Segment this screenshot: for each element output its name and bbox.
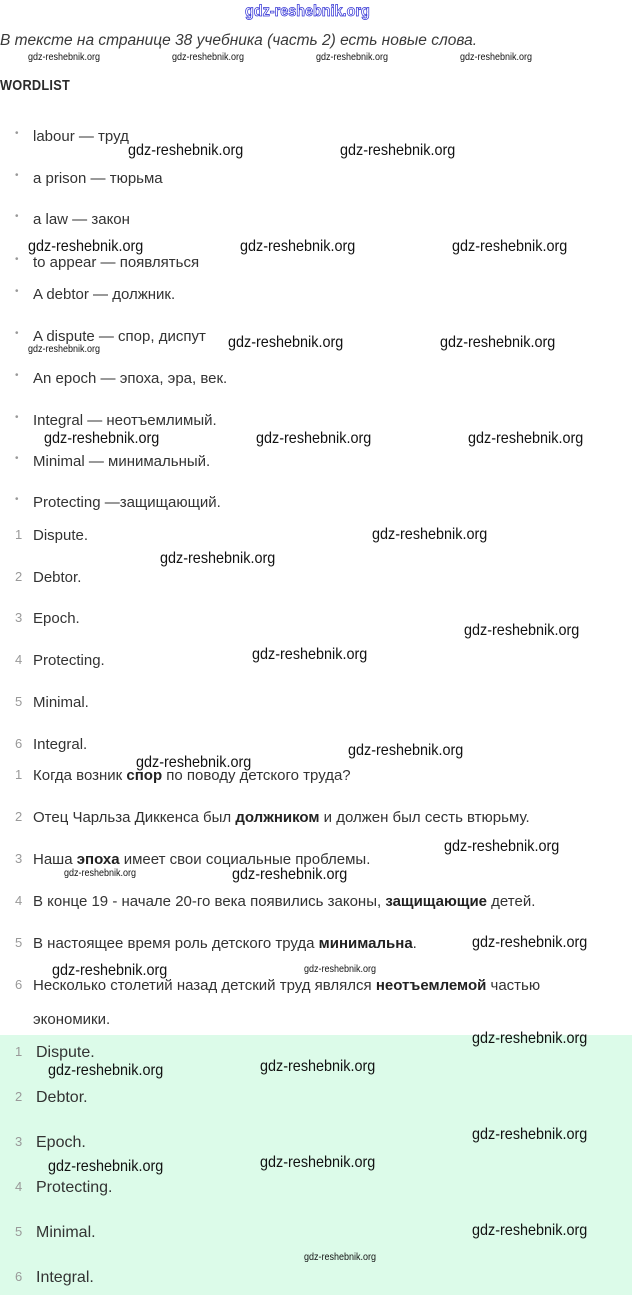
sentence-keyword: неотъемлемой bbox=[375, 977, 487, 994]
sentence-pre: Отец Чарльза Диккенса был bbox=[33, 809, 236, 826]
sentence-post: частью bbox=[486, 977, 541, 994]
wordlist-item-text: A dispute — спор, диспут bbox=[33, 328, 206, 345]
watermark-small: gdz-reshebnik.org bbox=[172, 52, 245, 63]
watermark: gdz-reshebnik.org bbox=[444, 838, 560, 855]
bullet-icon: • bbox=[15, 453, 19, 464]
watermark: gdz-reshebnik.org bbox=[452, 238, 568, 255]
bullet-icon: • bbox=[15, 412, 19, 423]
watermark: gdz-reshebnik.org bbox=[260, 1154, 376, 1171]
watermark: gdz-reshebnik.org bbox=[472, 1126, 588, 1143]
sentence-text bbox=[33, 935, 417, 952]
answer-text: Protecting. bbox=[36, 1179, 113, 1196]
watermark-small: gdz-reshebnik.org bbox=[28, 52, 101, 63]
item-number: 4 bbox=[15, 652, 23, 667]
watermark: gdz-reshebnik.org bbox=[48, 1158, 164, 1175]
item-number: 6 bbox=[15, 736, 23, 751]
sentence-keyword: минимальна bbox=[318, 935, 413, 952]
watermark: gdz-reshebnik.org bbox=[260, 1058, 376, 1075]
sentence-keyword: должником bbox=[235, 809, 320, 826]
answer-text: Debtor. bbox=[36, 1089, 88, 1106]
watermark-small: gdz-reshebnik.org bbox=[304, 1252, 377, 1263]
item-number: 2 bbox=[15, 1089, 23, 1104]
watermark: gdz-reshebnik.org bbox=[468, 430, 584, 447]
answer-text: Integral. bbox=[33, 736, 88, 753]
bullet-icon: • bbox=[15, 328, 19, 339]
wordlist-item-text: Protecting —защищающий. bbox=[33, 494, 221, 511]
bullet-icon: • bbox=[15, 254, 19, 265]
bullet-icon: • bbox=[15, 494, 19, 505]
watermark: gdz-reshebnik.org bbox=[128, 142, 244, 159]
watermark: gdz-reshebnik.org bbox=[256, 430, 372, 447]
wordlist-item-text: a prison — тюрьма bbox=[33, 170, 163, 187]
item-number: 3 bbox=[15, 610, 23, 625]
bullet-icon: • bbox=[15, 211, 19, 222]
bullet-icon: • bbox=[15, 370, 19, 381]
intro-text: В тексте на странице 38 учебника (часть 2) есть новые слова. bbox=[0, 32, 478, 49]
item-number: 5 bbox=[15, 935, 23, 950]
item-number: 6 bbox=[15, 977, 23, 992]
watermark: gdz-reshebnik.org bbox=[464, 622, 580, 639]
watermark: gdz-reshebnik.org bbox=[472, 1030, 588, 1047]
wordlist-item-text: labour — труд bbox=[33, 128, 129, 145]
answer-text: Protecting. bbox=[33, 652, 105, 669]
answer-text: Dispute. bbox=[33, 527, 89, 544]
bullet-icon: • bbox=[15, 128, 19, 139]
watermark: gdz-reshebnik.org bbox=[472, 934, 588, 951]
answer-text: Debtor. bbox=[33, 569, 82, 586]
watermark: gdz-reshebnik.org bbox=[44, 430, 160, 447]
wordlist-heading: WORDLIST bbox=[0, 77, 71, 94]
watermark: gdz-reshebnik.org bbox=[240, 238, 356, 255]
watermark: gdz-reshebnik.org bbox=[28, 238, 144, 255]
item-number: 5 bbox=[15, 1224, 23, 1239]
wordlist-item-text: Integral — неотъемлимый. bbox=[33, 412, 217, 429]
watermark-small: gdz-reshebnik.org bbox=[304, 964, 377, 975]
item-number: 6 bbox=[15, 1269, 23, 1284]
item-number: 2 bbox=[15, 809, 23, 824]
sentence-pre: Наша bbox=[33, 851, 77, 868]
watermark-logo: gdz-reshebnik.org bbox=[245, 3, 370, 20]
watermark: gdz-reshebnik.org bbox=[160, 550, 276, 567]
watermark: gdz-reshebnik.org bbox=[48, 1062, 164, 1079]
item-number: 3 bbox=[15, 851, 23, 866]
sentence-post: . bbox=[412, 935, 417, 952]
sentence-keyword: эпоха bbox=[76, 851, 120, 868]
item-number: 1 bbox=[15, 767, 23, 782]
answer-text: Minimal. bbox=[33, 694, 89, 711]
watermark: gdz-reshebnik.org bbox=[440, 334, 556, 351]
watermark: gdz-reshebnik.org bbox=[372, 526, 488, 543]
watermark-small: gdz-reshebnik.org bbox=[460, 52, 533, 63]
wordlist-item-text: An epoch — эпоха, эра, век. bbox=[33, 370, 228, 387]
sentence-keyword: спор bbox=[126, 767, 163, 784]
item-number: 5 bbox=[15, 694, 23, 709]
answer-text: Dispute. bbox=[36, 1044, 95, 1061]
watermark: gdz-reshebnik.org bbox=[348, 742, 464, 759]
wordlist-item-text: to appear — появляться bbox=[33, 254, 200, 271]
sentence-text bbox=[33, 893, 535, 910]
answer-text: Epoch. bbox=[36, 1134, 86, 1151]
sentence-text bbox=[33, 809, 530, 826]
item-number: 3 bbox=[15, 1134, 23, 1149]
answer-text: Integral. bbox=[36, 1269, 94, 1286]
sentence-pre: В настоящее время роль детского труда bbox=[33, 935, 319, 952]
bullet-icon: • bbox=[15, 286, 19, 297]
watermark-small: gdz-reshebnik.org bbox=[316, 52, 389, 63]
item-number: 2 bbox=[15, 569, 23, 584]
sentence-post: по поводу детского труда? bbox=[162, 767, 351, 784]
wordlist-item-text: a law — закон bbox=[33, 211, 130, 228]
answer-text: Epoch. bbox=[33, 610, 80, 627]
watermark: gdz-reshebnik.org bbox=[228, 334, 344, 351]
watermark: gdz-reshebnik.org bbox=[232, 866, 348, 883]
watermark: gdz-reshebnik.org bbox=[252, 646, 368, 663]
sentence-pre: В конце 19 - начале 20-го века появились законы, bbox=[33, 893, 386, 910]
watermark: gdz-reshebnik.org bbox=[52, 962, 168, 979]
watermark: gdz-reshebnik.org bbox=[340, 142, 456, 159]
item-number: 4 bbox=[15, 1179, 23, 1194]
bullet-icon: • bbox=[15, 170, 19, 181]
watermark-small: gdz-reshebnik.org bbox=[64, 868, 137, 879]
watermark: gdz-reshebnik.org bbox=[136, 754, 252, 771]
item-number: 1 bbox=[15, 1044, 23, 1059]
item-number: 4 bbox=[15, 893, 23, 908]
wordlist-item-text: A debtor — должник. bbox=[33, 286, 176, 303]
sentence-pre: Когда возник bbox=[33, 767, 127, 784]
sentence-keyword: защищающие bbox=[385, 893, 488, 910]
sentence-post: имеет свои социальные проблемы. bbox=[119, 851, 371, 868]
sentence-post: и должен был сесть втюрьму. bbox=[319, 809, 530, 826]
wordlist-item-text: Minimal — минимальный. bbox=[33, 453, 211, 470]
watermark: gdz-reshebnik.org bbox=[472, 1222, 588, 1239]
item-number: 1 bbox=[15, 527, 23, 542]
sentence-pre: Несколько столетий назад детский труд являлся bbox=[33, 977, 376, 994]
sentence-6-continuation: экономики. bbox=[33, 1011, 111, 1028]
answer-text: Minimal. bbox=[36, 1224, 96, 1241]
sentence-post: детей. bbox=[487, 893, 536, 910]
watermark-small: gdz-reshebnik.org bbox=[28, 344, 101, 355]
